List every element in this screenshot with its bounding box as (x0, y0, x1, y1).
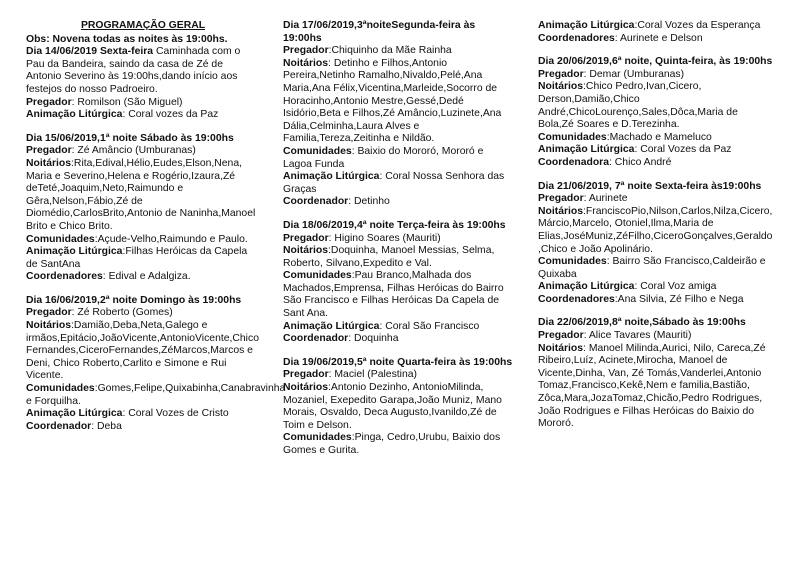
entry-label: Coordenadores (26, 271, 103, 283)
entry-label: Comunidades (283, 145, 352, 157)
entry-label: Animação Litúrgica (283, 171, 380, 183)
entry-label: Animação Litúrgica (538, 281, 635, 293)
entry-text: : Coral vozes da Paz (122, 109, 219, 121)
entry-label: Comunidades (283, 270, 352, 282)
entry-text: : Coral Voz amiga (634, 281, 717, 293)
entry-text: : Edival e Adalgiza. (102, 271, 191, 283)
obs-note: Obs: Novena todas as noites às 19:00hs. (26, 33, 228, 45)
column-3 (538, 20, 776, 442)
entry-text: : Manoel Milinda,Aurici, Nilo, Careca,Zé Ribeiro,Luíz, Acinete,Mirocha, Manoel de Vicente,Dinha, Van, Zé Tomás,Vanderlei,Antonio Tomaz,Francisco,Kekê,Nem e familia,Bastião, Zôca,Mara,JozaTomaz,Chicão,Pedro Rodrigues, João Rodrigues e Filhas Heróicas do Baixio do Mororó. (538, 342, 766, 430)
entry-label: Comunidades (26, 233, 95, 245)
day-heading: Dia 21/06/2019, 7ª noite Sexta-feira às19:00hs (538, 180, 762, 192)
entry-text: : Zé Amâncio (Umburanas) (71, 145, 196, 157)
day-section (538, 56, 776, 169)
entry-label: Noitários (283, 382, 329, 394)
entry-label: Animação Litúrgica (26, 109, 123, 121)
entry-label: Coordenadores (538, 32, 615, 44)
entry-label: Coordenador (283, 333, 349, 345)
entry-label: Coordenador (26, 420, 92, 432)
day-heading: Dia 22/06/2019,8ª noite,Sábado às 19:00hs (538, 317, 746, 329)
entry-text: : Detinho (348, 196, 390, 208)
entry-text: :Gomes,Felipe,Quixabinha,Canabravinha e Forquilha. (26, 383, 286, 407)
day-section (283, 20, 515, 209)
entry-text: : Chico André (609, 156, 672, 168)
day-section (283, 357, 515, 458)
entry-text: : Maciel (Palestina) (328, 369, 417, 381)
entry-text: : Deba (91, 420, 122, 432)
entry-text: : Coral São Francisco (379, 320, 480, 332)
day-heading: Dia 17/06/2019,3ªnoiteSegunda-feira às 19:00hs (283, 20, 476, 44)
entry-label: Pregador (283, 45, 329, 57)
entry-text: : Aurinete e Delson (614, 32, 703, 44)
entry-label: Noitários (538, 205, 584, 217)
entry-text: : Coral Vozes da Paz (634, 144, 732, 156)
day-heading: Dia 16/06/2019,2ª noite Domingo às 19:00hs (26, 294, 242, 306)
entry-text: :Antonio Dezinho, AntonioMilinda, Mozaniel, Exepedito Garapa,João Muniz, Mano Morais, Osvaldo, Deca Augusto,Ivanildo,Zé de Toim e Delson. (283, 382, 502, 431)
entry-label: Pregador (26, 96, 72, 108)
day-heading: Dia 19/06/2019,5ª noite Quarta-feira às 19:00hs (283, 356, 513, 368)
entry-text: :Doquinha, Manoel Messias, Selma, Roberto, Silvano,Expedito e Val. (283, 245, 495, 269)
entry-label: Pregador (538, 193, 584, 205)
day-heading: Dia 15/06/2019,1ª noite Sábado às 19:00hs (26, 132, 234, 144)
entry-text: : Coral Vozes de Cristo (122, 408, 229, 420)
entry-label: Pregador (26, 145, 72, 157)
entry-text: :Pinga, Cedro,Urubu, Baixio dos Gomes e Gurita. (283, 432, 501, 456)
entry-label: Noitários (26, 157, 72, 169)
entry-label: Comunidades (538, 131, 607, 143)
entry-text: : Romilson (São Miguel) (71, 96, 183, 108)
entry-text: :Ana Silvia, Zé Filho e Nega (614, 293, 744, 305)
entry-label: Comunidades (26, 383, 95, 395)
entry-label: Pregador (26, 307, 72, 319)
column-2 (283, 20, 515, 469)
entry-text: : Zé Roberto (Gomes) (71, 307, 173, 319)
entry-text: :Açude-Velho,Raimundo e Paulo. (94, 233, 248, 245)
entry-label: Noitários (26, 320, 72, 332)
entry-text: : Demar (Umburanas) (583, 68, 685, 80)
day-section (538, 181, 776, 307)
entry-text: :Chico Pedro,Ivan,Cicero, Derson,Damião,Chico André,ChicoLourenço,Sales,Dôca,Maria de Bola,Zé Soares e D.Terezinha. (538, 81, 738, 131)
entry-text: :Damião,Deba,Neta,Galego e irmãos,Epitácio,JoãoVicente,AntonioVicente,Chico Fernandes,CiceroFernandes,ZéMarcos,Marcos e Deni, Chico Roberto,Carlito e Simone e Rui Vicente. (26, 320, 259, 382)
entry-label: Noitários (538, 81, 584, 93)
day-heading: Dia 20/06/2019,6ª noite, Quinta-feira, às 19:00hs (538, 56, 773, 68)
entry-label: Pregador (538, 68, 584, 80)
entry-text: : Coral Nossa Senhora das Graças (283, 171, 505, 195)
entry-text: : Aurinete (583, 193, 628, 205)
entry-text: : Doquinha (348, 333, 399, 345)
entry-label: Pregador (283, 232, 329, 244)
entry-label: Coordenadora (538, 156, 610, 168)
opening-text: Caminhada com o Pau da Bandeira, saindo da casa de Zé de Antonio Severino às 19:00hs,dando início aos festejos do nosso Padroeiro. (26, 46, 241, 95)
entry-text: :Filhas Heróicas da Capela de SantAna (26, 246, 248, 270)
opening-section (26, 46, 260, 122)
day-section-continued (538, 20, 776, 45)
day-heading: Dia 18/06/2019,4ª noite Terça-feira às 19:00hs (283, 219, 506, 231)
entry-text: : Baixio do Mororó, Mororó e Lagoa Funda (283, 145, 484, 170)
entry-text: : Alice Tavares (Mauriti) (583, 330, 692, 342)
entry-label: Animação Litúrgica (26, 246, 123, 258)
entry-text: : Higino Soares (Mauriti) (328, 232, 441, 244)
entry-label: Comunidades (538, 256, 607, 268)
day-section (26, 133, 260, 284)
day-section (26, 294, 286, 434)
opening-date: Dia 14/06/2019 Sexta-feira (26, 46, 154, 58)
entry-label: Coordenadores (538, 293, 615, 305)
entry-label: Coordenador (283, 196, 349, 208)
column-1 (26, 20, 286, 444)
entry-label: Pregador (283, 369, 329, 381)
entry-text: :Pau Branco,Malhada dos Machados,Emprensa, Filhas Heróicas do Bairro São Francisco e Filhas Heróicas Da Capela de Sant Ana. (283, 270, 504, 320)
entry-text: :FranciscoPio,Nilson,Carlos,Nilza,Cicero, Márcio,Marcelo, Otoniel,Ilma,Maria de Elias,JoséMuniz,ZéFilho,CiceroGonçalves,Geraldo ,Chico e João Apolinário. (538, 205, 773, 255)
entry-label: Animação Litúrgica (538, 20, 635, 31)
day-section (283, 220, 515, 346)
entry-text: :Machado e Mameluco (606, 131, 712, 143)
entry-label: Comunidades (283, 432, 352, 444)
entry-label: Noitários (283, 245, 329, 257)
page-title: PROGRAMAÇÃO GERAL (80, 20, 206, 31)
entry-text: :Coral Vozes da Esperança (634, 20, 761, 31)
entry-label: Animação Litúrgica (538, 144, 635, 156)
entry-label: Noitários (538, 342, 584, 354)
day-section (538, 317, 776, 430)
entry-label: Animação Litúrgica (26, 408, 123, 420)
entry-label: Animação Litúrgica (283, 320, 380, 332)
entry-text: :Rita,Edival,Hélio,Eudes,Elson,Nena, Maria e Severino,Helena e Rogério,Izaura,Zé deTeté,Joaquim,Neto,Raimundo e Gêra,Nelson,Fábio,Zé de Diomédio,CarlosBrito,Antonio de Naninha,Manoel Brito e Chico Brito. (26, 157, 256, 232)
entry-text: :Chiquinho da Mãe Rainha (328, 45, 452, 57)
entry-label: Noitários (283, 57, 329, 69)
entry-text: : Detinho e Filhos,Antonio Pereira,Netinho Ramalho,Nivaldo,Pelé,Ana Maria,Ana Félix,Vicentina,Marleide,Socorro de Horacinho,Antonio Mestre,Gessé,Dedé Isidório,Beta e Filhos,Zé Amâncio,Luzinete,Ana Dália,Celminha,Laura Alves e Familia,Tereza,Zeitinha e Nildão. (283, 57, 502, 145)
entry-text: : Bairro São Francisco,Caldeirão e Quixaba (538, 256, 766, 280)
entry-label: Pregador (538, 330, 584, 342)
